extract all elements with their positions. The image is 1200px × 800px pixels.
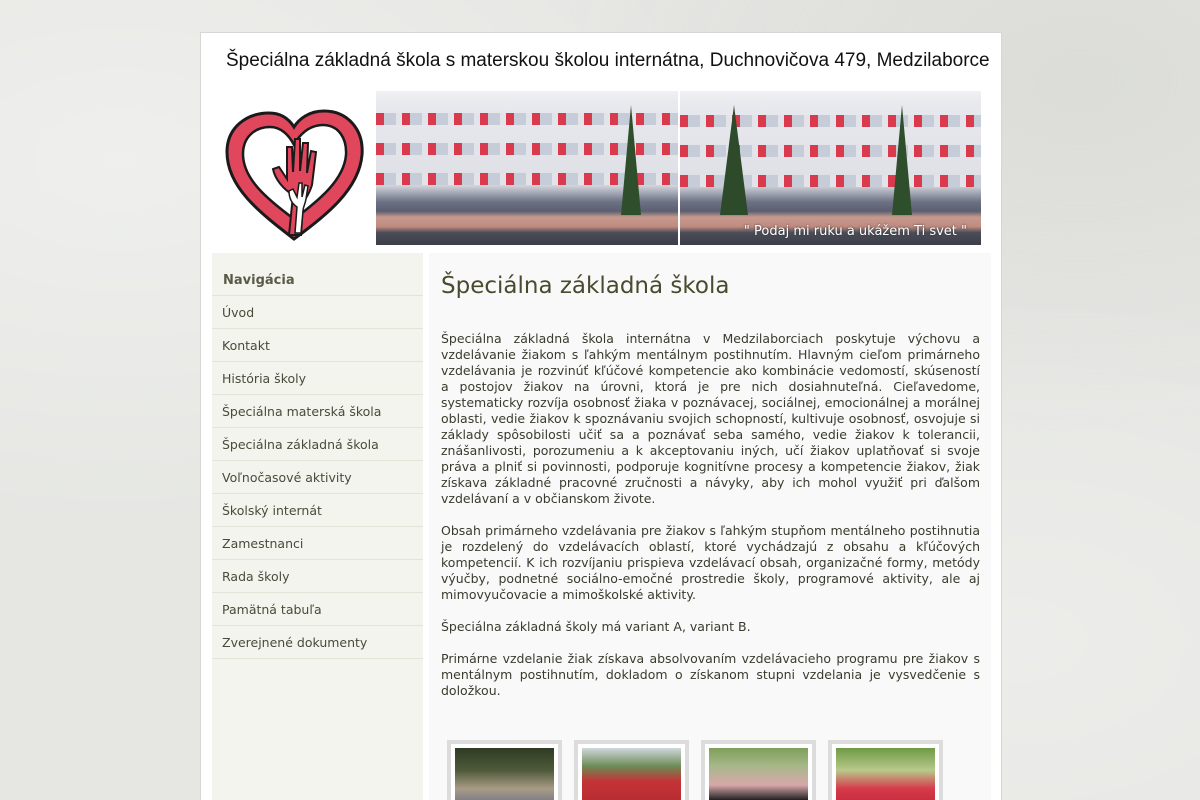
gallery-thumb-picnic[interactable] — [828, 740, 943, 800]
sidebar-item-volnocasove-aktivity[interactable]: Voľnočasové aktivity — [212, 461, 423, 494]
sidebar-item-internat[interactable]: Školský internát — [212, 494, 423, 527]
header-banner — [376, 91, 981, 245]
sidebar-item-historia[interactable]: História školy — [212, 362, 423, 395]
paragraph: Primárne vzdelanie žiak získava absolvovaním vzdelávacieho programu pre žiakov s mentálnym postihnutím, dokladom o získanom stupni vzdelania je vysvedčenie s doložkou. — [441, 651, 980, 698]
photo-image — [582, 748, 681, 800]
sidebar-item-materska-skola[interactable]: Špeciálna materská škola — [212, 395, 423, 428]
paragraph: Obsah primárneho vzdelávania pre žiakov s ľahkým stupňom mentálneho postihnutia je rozdelený do vzdelávacích oblastí, ktoré vychádzajú z obsahu a kľúčových kompetencií. K ich rozvíjaniu prispieva vzdelávací obsah, organizačné formy, metódy výučby, podnetné sociálno-emočné prostredie školy, programové aktivity, ale aj mimovyučovacie a mimoškolské aktivity. — [441, 523, 980, 602]
sidebar-item-pamatna-tabula[interactable]: Pamätná tabuľa — [212, 593, 423, 626]
page-container — [200, 32, 1002, 800]
school-building-photo-left — [376, 91, 678, 245]
sidebar-item-kontakt[interactable]: Kontakt — [212, 329, 423, 362]
main-content — [429, 253, 991, 800]
banner-motto: " Podaj mi ruku a ukážem Ti svet " — [743, 224, 967, 239]
site-title: Špeciálna základná škola s materskou školou internátna, Duchnovičova 479, Medzilaborce — [226, 50, 990, 71]
nav-heading: Navigácia — [212, 253, 423, 296]
heart-with-hands-logo-icon[interactable] — [219, 107, 369, 247]
photo-gallery — [447, 740, 943, 800]
sidebar-item-uvod[interactable]: Úvod — [212, 296, 423, 329]
paragraph: Špeciálna základná školy má variant A, variant B. — [441, 619, 751, 634]
sidebar-item-zverejnene-dokumenty[interactable]: Zverejnené dokumenty — [212, 626, 423, 659]
photo-image — [836, 748, 935, 800]
article-body — [441, 331, 980, 715]
sidebar-navigation — [212, 253, 423, 800]
gallery-thumb-football-team[interactable] — [574, 740, 689, 800]
photo-image — [455, 748, 554, 800]
photo-image — [709, 748, 808, 800]
gallery-thumb-outdoor-event[interactable] — [701, 740, 816, 800]
paragraph: Špeciálna základná škola internátna v Medzilaborciach poskytuje výchovu a vzdelávanie žiakom s ľahkým mentálnym postihnutím. Hlavným cieľom primárneho vzdelávania je rozvinúť kľúčové kompetencie ako kombinácie vedomostí, skúseností a postojov žiakov na úrovni, ktorá je pre nich dosiahnuteľná. Cieľavedome, systematicky rozvíja osobnosť žiaka v poznávacej, sociálnej, emocionálnej a morálnej oblasti, vedie žiakov k spoznávaniu svojich schopností, kultivuje osobnosť, osvojuje si základy spôsobilosti učiť sa a poznávať seba samého, vedie žiakov k tolerancii, znášanlivosti, porozumeniu a k akceptovaniu iných, učí žiakov uplatňovať si svoje práva a plniť si povinnosti, podporuje kognitívne procesy a kompetencie žiakov, žiak získava základné pracovné zručnosti a návyky, aby ich mohol využiť pri ďalšom vzdelávaní a v občianskom živote. — [441, 331, 980, 506]
school-building-photo-right — [680, 91, 981, 245]
sidebar-item-zamestnanci[interactable]: Zamestnanci — [212, 527, 423, 560]
sidebar-item-rada-skoly[interactable]: Rada školy — [212, 560, 423, 593]
page-title: Špeciálna základná škola — [441, 273, 730, 299]
gallery-thumb-group-students[interactable] — [447, 740, 562, 800]
sidebar-item-zakladna-skola[interactable]: Špeciálna základná škola — [212, 428, 423, 461]
